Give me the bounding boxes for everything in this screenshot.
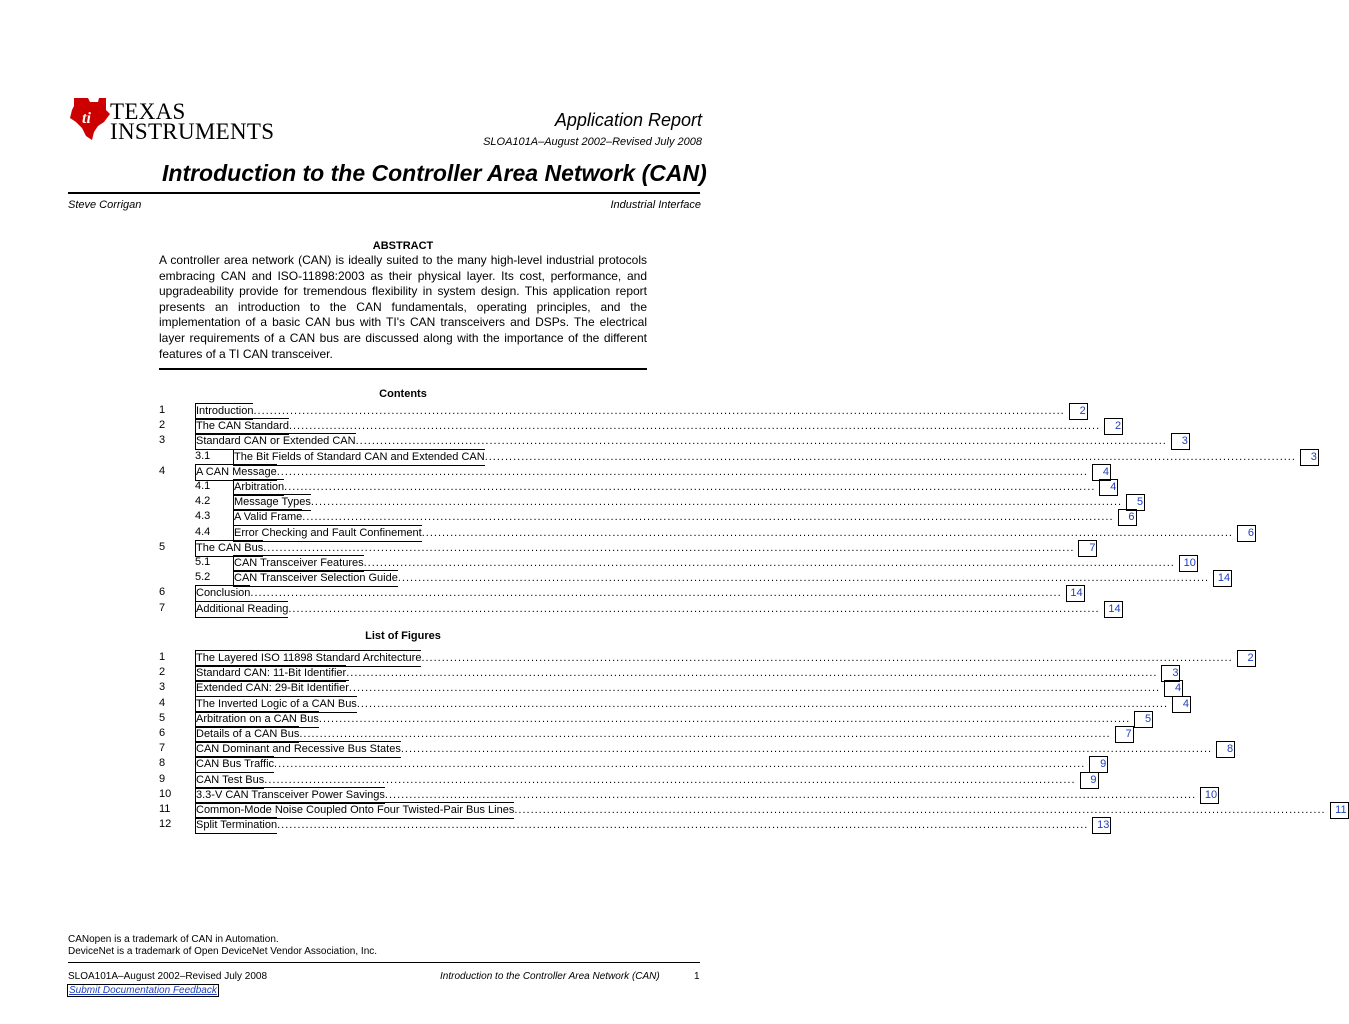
figure-entry[interactable]: [159, 772, 1097, 787]
report-type: Application Report: [554, 110, 702, 130]
footer-page-number: 1: [694, 971, 700, 982]
figure-entry-number: 11: [159, 803, 171, 815]
toc-entry-page-link[interactable]: 2: [1069, 403, 1088, 420]
toc-entry[interactable]: [159, 433, 1188, 448]
toc-entry-page-link[interactable]: 6: [1118, 509, 1137, 526]
toc-entry-label[interactable]: Error Checking and Fault Confinement: [233, 525, 422, 542]
toc-entry[interactable]: [159, 525, 1254, 540]
figure-entry-number: 4: [159, 696, 166, 709]
figure-entry-number: 3: [159, 681, 166, 694]
title-rule: [68, 192, 700, 194]
dot-leader: ........................................................................................................................................................................................................: [284, 481, 1096, 493]
dot-leader: ........................................................................................................................................................................................................: [263, 541, 1075, 554]
dot-leader: ........................................................................................................................................................................................................: [346, 667, 1158, 680]
figure-entry-label[interactable]: CAN Dominant and Recessive Bus States: [195, 741, 401, 758]
toc-entry-page-link[interactable]: 10: [1179, 555, 1198, 572]
dot-leader: ........................................................................................................................................................................................................: [288, 420, 1101, 433]
svg-text:ti: ti: [82, 110, 91, 127]
toc-entry[interactable]: [159, 509, 1135, 524]
figure-entry-page-link[interactable]: 5: [1134, 711, 1153, 728]
dot-leader: ........................................................................................................................................................................................................: [397, 572, 1210, 585]
toc-entry-page-link[interactable]: 3: [1171, 433, 1190, 450]
dot-leader: ........................................................................................................................................................................................................: [302, 511, 1114, 524]
abstract-heading: ABSTRACT: [372, 240, 434, 252]
ti-logo: [68, 96, 275, 146]
logo-text-line1: TEXAS: [110, 99, 186, 124]
figure-entry[interactable]: [159, 665, 1179, 680]
figure-entry-page-link[interactable]: 10: [1200, 787, 1219, 804]
toc-entry-number: 7: [159, 601, 166, 614]
department: Industrial Interface: [610, 199, 701, 211]
figure-entry-label[interactable]: CAN Bus Traffic: [195, 756, 274, 773]
figure-entry-number: 12: [159, 818, 172, 831]
toc-entry-number: 4.1: [195, 480, 211, 492]
dot-leader: ........................................................................................................................................................................................................: [355, 435, 1167, 448]
dot-leader: ........................................................................................................................................................................................................: [384, 788, 1197, 801]
toc-entry-page-link[interactable]: 14: [1066, 585, 1085, 602]
ti-wordmark: [110, 99, 275, 144]
figure-entry[interactable]: [159, 787, 1218, 802]
dot-leader: ........................................................................................................................................................................................................: [253, 405, 1065, 417]
dot-leader: ........................................................................................................................................................................................................: [288, 602, 1100, 615]
figure-entry-number: 5: [159, 711, 166, 724]
toc-entry-label[interactable]: A CAN Message: [195, 464, 277, 481]
toc-entry[interactable]: [159, 585, 1083, 600]
figure-entry-label[interactable]: Split Termination: [195, 817, 277, 834]
author: Steve Corrigan: [68, 199, 142, 211]
toc-entry-label[interactable]: Additional Reading: [195, 601, 288, 618]
figure-entry-link[interactable]: [195, 817, 1110, 834]
figure-entry-number: 8: [159, 757, 166, 770]
toc-entry[interactable]: [159, 601, 1121, 616]
figure-entry-number: 10: [159, 787, 172, 800]
figure-entry[interactable]: [159, 817, 1110, 832]
figure-entry-page-link[interactable]: 9: [1089, 756, 1108, 773]
figure-entry-page-link[interactable]: 2: [1237, 650, 1256, 667]
figure-entry[interactable]: [159, 802, 1347, 817]
figure-entry-label[interactable]: CAN Test Bus: [195, 772, 264, 789]
toc-entry-page-link[interactable]: 4: [1092, 464, 1111, 481]
figure-entry-number: 2: [159, 666, 166, 679]
report-id: SLOA101A–August 2002–Revised July 2008: [483, 136, 702, 148]
toc-entry-page-link[interactable]: 14: [1213, 570, 1232, 587]
toc-entry-number: 5: [159, 540, 166, 553]
dot-leader: ........................................................................................................................................................................................................: [356, 697, 1169, 710]
toc-entry-page-link[interactable]: 7: [1078, 540, 1097, 557]
figure-entry-page-link[interactable]: 4: [1172, 696, 1191, 713]
toc-entry[interactable]: [159, 555, 1196, 570]
figure-entry[interactable]: [159, 726, 1132, 741]
figure-entry-label[interactable]: Standard CAN: 11-Bit Identifier: [195, 665, 346, 682]
dot-leader: ........................................................................................................................................................................................................: [276, 465, 1088, 478]
document-title: Introduction to the Controller Area Network (CAN): [162, 160, 707, 186]
footer-doc-title: Introduction to the Controller Area Network (CAN): [440, 971, 660, 982]
dot-leader: ........................................................................................................................................................................................................: [421, 652, 1233, 664]
toc-entry-label[interactable]: CAN Transceiver Features: [233, 555, 364, 572]
toc-entry-label[interactable]: Conclusion: [195, 585, 250, 602]
logo-text-line2: INSTRUMENTS: [110, 119, 275, 144]
toc-entry-number: 6: [159, 586, 166, 599]
toc-entry-page-link[interactable]: 4: [1099, 479, 1118, 496]
toc-entry-page-link[interactable]: 5: [1126, 494, 1145, 511]
figure-entry-page-link[interactable]: 11: [1330, 802, 1349, 819]
figure-entry-label[interactable]: Details of a CAN Bus: [195, 726, 299, 743]
abstract-body: A controller area network (CAN) is ideally suited to the many high-level industrial protocols embracing CAN and ISO-11898:2003 as their physical layer. Its cost, performance, and upgradeability provide for tremendous flexibility in system design. This application report presents an introduction to the CAN fundamentals, operating principles, and the implementation of a basic CAN bus with TI's CAN transceivers and DSPs. The electrical layer requirements of a CAN bus are discussed along with the importance of the different features of a TI CAN transceiver.: [159, 253, 647, 361]
figure-entry-label[interactable]: Extended CAN: 29-Bit Identifier: [195, 680, 349, 697]
toc-entry-number: 4.4: [195, 525, 211, 538]
dot-leader: ........................................................................................................................................................................................................: [277, 819, 1089, 832]
toc-entry-page-link[interactable]: 6: [1237, 525, 1256, 542]
toc-entry[interactable]: [159, 570, 1231, 585]
figure-entry[interactable]: [159, 696, 1190, 711]
figure-entry-number: 7: [159, 742, 166, 755]
toc-entry-label[interactable]: Introduction: [195, 403, 253, 420]
figure-entry-page-link[interactable]: 9: [1080, 772, 1099, 789]
toc-entry-page-link[interactable]: 14: [1104, 601, 1123, 618]
toc-entry[interactable]: [159, 494, 1144, 509]
figure-entry[interactable]: [159, 650, 1254, 665]
footer-doc-id: SLOA101A–August 2002–Revised July 2008: [68, 971, 268, 982]
figure-entry-label[interactable]: 3.3-V CAN Transceiver Power Savings: [195, 787, 385, 804]
ti-texas-logo-icon: [68, 96, 112, 142]
figure-entry[interactable]: [159, 711, 1152, 726]
trademark-notes: [68, 934, 377, 958]
toc-entry-number: 4.2: [195, 495, 211, 508]
toc-entry-number: 3: [159, 434, 166, 447]
dot-leader: ........................................................................................................................................................................................................: [299, 728, 1111, 740]
toc-entry[interactable]: [159, 479, 1117, 494]
toc-entry-number: 4.3: [195, 510, 211, 523]
toc-entry-number: 2: [159, 419, 166, 432]
toc-entry[interactable]: [159, 449, 1317, 464]
figure-entry-number: 9: [159, 772, 166, 785]
figure-entry-page-link[interactable]: 7: [1115, 726, 1134, 743]
dot-leader: ........................................................................................................................................................................................................: [421, 526, 1233, 539]
dot-leader: ........................................................................................................................................................................................................: [250, 587, 1062, 600]
figure-entry[interactable]: [159, 741, 1234, 756]
toc-entry-page-link[interactable]: 2: [1104, 418, 1123, 435]
toc-entry-label[interactable]: Standard CAN or Extended CAN: [195, 433, 356, 450]
dot-leader: ........................................................................................................................................................................................................: [514, 804, 1326, 816]
figure-entry-number: 6: [159, 727, 166, 739]
figure-entry-number: 1: [159, 651, 166, 663]
toc-entry-label[interactable]: The CAN Standard: [195, 418, 289, 435]
toc-entry-label[interactable]: A Valid Frame: [233, 509, 302, 526]
toc-entry-label[interactable]: Message Types: [233, 494, 311, 511]
dot-leader: ........................................................................................................................................................................................................: [400, 743, 1213, 756]
dot-leader: ........................................................................................................................................................................................................: [310, 496, 1123, 509]
figure-entry-page-link[interactable]: 8: [1216, 741, 1235, 758]
figure-entry-page-link[interactable]: 4: [1164, 680, 1183, 697]
figure-entry-label[interactable]: Arbitration on a CAN Bus: [195, 711, 319, 728]
toc-entry[interactable]: [159, 464, 1109, 479]
trademark-note: DeviceNet is a trademark of Open DeviceNet Vendor Association, Inc.: [68, 946, 378, 957]
figure-entry-label[interactable]: The Inverted Logic of a CAN Bus: [195, 696, 357, 713]
trademark-note: CANopen is a trademark of CAN in Automation.: [68, 934, 279, 945]
dot-leader: ........................................................................................................................................................................................................: [484, 450, 1296, 463]
abstract-rule: [159, 368, 647, 370]
toc-entry-number: 1: [159, 404, 166, 416]
dot-leader: ........................................................................................................................................................................................................: [264, 773, 1076, 786]
figures-heading: List of Figures: [365, 630, 441, 642]
toc-entry[interactable]: [159, 540, 1096, 555]
toc-entry-page-link[interactable]: 3: [1300, 449, 1319, 466]
footer-rule: [68, 962, 700, 963]
toc-entry[interactable]: [159, 418, 1122, 433]
toc-entry-number: 3.1: [195, 449, 211, 462]
figure-entry-label[interactable]: The Layered ISO 11898 Standard Architecture: [195, 650, 421, 667]
figure-entry[interactable]: [159, 680, 1182, 695]
toc-entry-link[interactable]: [195, 601, 1121, 618]
toc-entry-label[interactable]: The Bit Fields of Standard CAN and Extended CAN: [233, 449, 485, 466]
toc-entry-label[interactable]: The CAN Bus: [195, 540, 263, 557]
figure-entry-page-link[interactable]: 3: [1161, 665, 1180, 682]
toc-entry-label[interactable]: Arbitration: [233, 479, 284, 496]
dot-leader: ........................................................................................................................................................................................................: [348, 682, 1161, 695]
toc-entry-label[interactable]: CAN Transceiver Selection Guide: [233, 570, 398, 587]
dot-leader: ........................................................................................................................................................................................................: [274, 758, 1086, 771]
submit-feedback-link[interactable]: Submit Documentation Feedback: [69, 985, 217, 996]
dot-leader: ........................................................................................................................................................................................................: [318, 712, 1131, 725]
figure-entry[interactable]: [159, 756, 1107, 771]
toc-entry-number: 5.1: [195, 556, 211, 568]
dot-leader: ........................................................................................................................................................................................................: [363, 557, 1175, 569]
figure-entry-label[interactable]: Common-Mode Noise Coupled Onto Four Twisted-Pair Bus Lines: [195, 802, 514, 819]
toc-entry-number: 4: [159, 464, 166, 477]
toc-entry-number: 5.2: [195, 571, 211, 584]
toc-entry[interactable]: [159, 403, 1086, 418]
figure-entry-page-link[interactable]: 13: [1092, 817, 1111, 834]
contents-heading: Contents: [379, 388, 427, 400]
